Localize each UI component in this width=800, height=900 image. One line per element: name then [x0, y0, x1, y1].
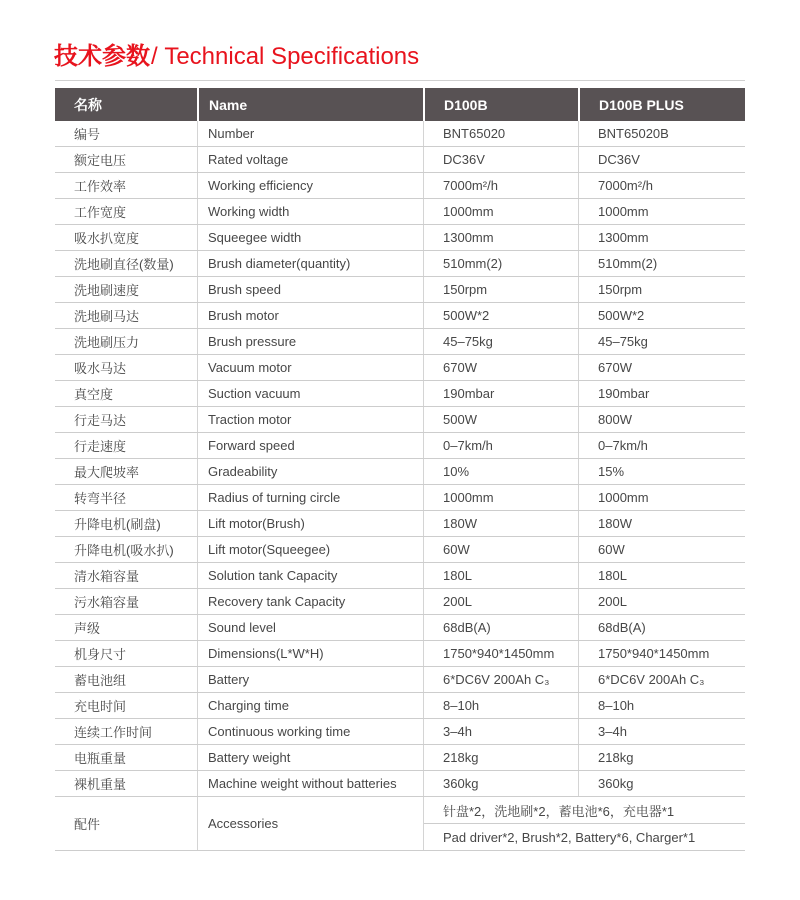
spec-value-d100b-plus: 0–7km/h: [578, 433, 745, 458]
spec-name-en: Battery: [197, 667, 423, 692]
spec-name-zh: 编号: [74, 127, 101, 142]
table-body: [55, 121, 745, 797]
spec-value-d100b: 150rpm: [423, 277, 578, 302]
spec-value-d100b-plus: 8–10h: [578, 693, 745, 718]
spec-name-en: Solution tank Capacity: [197, 563, 423, 588]
spec-name-zh: 蓄电池组: [74, 673, 127, 688]
spec-value-d100b-plus: 6*DC6V 200Ah C₃: [578, 667, 745, 692]
spec-value-d100b: BNT65020: [423, 121, 578, 146]
spec-row: [55, 719, 745, 745]
spec-name-en: Radius of turning circle: [197, 485, 423, 510]
spec-value-d100b-plus: 800W: [578, 407, 745, 432]
spec-row: [55, 173, 745, 199]
spec-name-zh: 行走速度: [74, 439, 127, 454]
spec-value-d100b-plus: 7000m²/h: [578, 173, 745, 198]
spec-value-d100b-plus: 1000mm: [578, 485, 745, 510]
spec-name-zh: 充电时间: [74, 699, 127, 714]
spec-value-d100b-plus: 1750*940*1450mm: [578, 641, 745, 666]
header-model-d100b: D100B: [423, 88, 578, 121]
page-title: [54, 42, 419, 72]
spec-name-en: Brush motor: [197, 303, 423, 328]
spec-name-en: Brush speed: [197, 277, 423, 302]
spec-name-zh: 工作效率: [74, 179, 127, 194]
spec-name-zh: 洗地刷压力: [74, 335, 140, 350]
spec-value-d100b-plus: 500W*2: [578, 303, 745, 328]
spec-value-d100b: 6*DC6V 200Ah C₃: [423, 667, 578, 692]
spec-name-zh: 洗地刷速度: [74, 283, 140, 298]
spec-name-zh: 机身尺寸: [74, 647, 127, 662]
spec-value-d100b: 670W: [423, 355, 578, 380]
accessories-row: [55, 797, 745, 851]
spec-row: [55, 511, 745, 537]
spec-row: [55, 225, 745, 251]
spec-value-d100b: 510mm(2): [423, 251, 578, 276]
spec-value-d100b: DC36V: [423, 147, 578, 172]
spec-name-en: Brush pressure: [197, 329, 423, 354]
spec-row: [55, 147, 745, 173]
spec-name-en: Charging time: [197, 693, 423, 718]
spec-name-zh: 裸机重量: [74, 777, 127, 792]
spec-row: [55, 537, 745, 563]
spec-name-en: Vacuum motor: [197, 355, 423, 380]
accessories-values-cell: [423, 797, 745, 850]
spec-name-en: Continuous working time: [197, 719, 423, 744]
spec-value-d100b-plus: 180W: [578, 511, 745, 536]
spec-name-en: Accessories: [197, 797, 423, 850]
spec-row: [55, 303, 745, 329]
spec-name-zh: 洗地刷马达: [74, 309, 140, 324]
spec-value-d100b-plus: 510mm(2): [578, 251, 745, 276]
spec-value-d100b-plus: 200L: [578, 589, 745, 614]
spec-value-d100b: 180L: [423, 563, 578, 588]
spec-value-d100b: 190mbar: [423, 381, 578, 406]
spec-name-zh: 真空度: [74, 387, 114, 402]
spec-value-d100b: 500W: [423, 407, 578, 432]
spec-value-d100b: 1000mm: [423, 199, 578, 224]
spec-row: [55, 433, 745, 459]
spec-name-zh: 污水箱容量: [74, 595, 140, 610]
spec-value-d100b-plus: 180L: [578, 563, 745, 588]
spec-value-d100b-plus: 68dB(A): [578, 615, 745, 640]
spec-name-zh: 清水箱容量: [74, 569, 140, 584]
spec-name-en: Brush diameter(quantity): [197, 251, 423, 276]
spec-name-en: Traction motor: [197, 407, 423, 432]
table-header-row: [55, 88, 745, 121]
spec-value-d100b-plus: 190mbar: [578, 381, 745, 406]
spec-value-d100b: 45–75kg: [423, 329, 578, 354]
spec-row: [55, 121, 745, 147]
spec-row: [55, 745, 745, 771]
header-model-d100b-plus: D100B PLUS: [578, 88, 745, 121]
spec-row: [55, 251, 745, 277]
spec-value-d100b: 8–10h: [423, 693, 578, 718]
header-name-zh: 名称: [74, 96, 102, 113]
title-divider-line: [55, 80, 745, 81]
spec-name-en: Sound level: [197, 615, 423, 640]
spec-row: [55, 771, 745, 797]
spec-value-d100b: 1000mm: [423, 485, 578, 510]
spec-row: [55, 563, 745, 589]
spec-value-d100b: 0–7km/h: [423, 433, 578, 458]
spec-name-zh: 工作宽度: [74, 205, 127, 220]
page-title-chinese: 技术参数: [54, 43, 150, 70]
spec-row: [55, 485, 745, 511]
spec-value-d100b-plus: 60W: [578, 537, 745, 562]
accessories-value-zh: 针盘*2，洗地刷*2，蓄电池*6，充电器*1: [424, 797, 745, 824]
spec-value-d100b-plus: 670W: [578, 355, 745, 380]
spec-row: [55, 199, 745, 225]
spec-table: [55, 88, 745, 851]
spec-name-zh: 吸水马达: [74, 361, 127, 376]
spec-name-en: Recovery tank Capacity: [197, 589, 423, 614]
spec-value-d100b-plus: BNT65020B: [578, 121, 745, 146]
accessories-value-en: Pad driver*2, Brush*2, Battery*6, Charger*1: [443, 829, 696, 845]
spec-name-en: Working efficiency: [197, 173, 423, 198]
spec-name-zh: 声级: [74, 621, 101, 636]
spec-name-en: Working width: [197, 199, 423, 224]
page-title-english: / Technical Specifications: [151, 43, 420, 70]
spec-row: [55, 589, 745, 615]
spec-name-zh: 行走马达: [74, 413, 127, 428]
spec-value-d100b: 360kg: [423, 771, 578, 796]
spec-value-d100b: 3–4h: [423, 719, 578, 744]
spec-value-d100b: 10%: [423, 459, 578, 484]
spec-name-en: Rated voltage: [197, 147, 423, 172]
spec-value-d100b: 68dB(A): [423, 615, 578, 640]
spec-value-d100b-plus: 1300mm: [578, 225, 745, 250]
spec-value-d100b-plus: 3–4h: [578, 719, 745, 744]
spec-row: [55, 407, 745, 433]
spec-row: [55, 615, 745, 641]
spec-name-zh: 电瓶重量: [74, 751, 127, 766]
spec-name-zh: 洗地刷直径(数量): [74, 257, 174, 272]
spec-value-d100b: 218kg: [423, 745, 578, 770]
spec-name-en: Number: [197, 121, 423, 146]
spec-name-zh: 吸水扒宽度: [74, 231, 140, 246]
spec-name-en: Squeegee width: [197, 225, 423, 250]
spec-row: [55, 355, 745, 381]
spec-name-en: Dimensions(L*W*H): [197, 641, 423, 666]
spec-name-en: Lift motor(Squeegee): [197, 537, 423, 562]
spec-row: [55, 277, 745, 303]
spec-name-en: Gradeability: [197, 459, 423, 484]
spec-row: [55, 667, 745, 693]
spec-row: [55, 459, 745, 485]
spec-name-zh: 升降电机(刷盘): [74, 517, 161, 532]
spec-name-zh: 配件: [74, 817, 101, 832]
spec-value-d100b: 1750*940*1450mm: [423, 641, 578, 666]
spec-value-d100b-plus: 15%: [578, 459, 745, 484]
spec-name-en: Machine weight without batteries: [197, 771, 423, 796]
spec-value-d100b-plus: 1000mm: [578, 199, 745, 224]
spec-value-d100b: 180W: [423, 511, 578, 536]
spec-name-zh: 最大爬坡率: [74, 465, 140, 480]
spec-value-d100b: 200L: [423, 589, 578, 614]
spec-value-d100b-plus: 150rpm: [578, 277, 745, 302]
spec-value-d100b: 60W: [423, 537, 578, 562]
spec-value-d100b: 7000m²/h: [423, 173, 578, 198]
spec-value-d100b-plus: 360kg: [578, 771, 745, 796]
spec-value-d100b-plus: DC36V: [578, 147, 745, 172]
spec-name-zh: 连续工作时间: [74, 725, 153, 740]
spec-name-zh: 升降电机(吸水扒): [74, 543, 174, 558]
spec-row: [55, 329, 745, 355]
spec-name-en: Battery weight: [197, 745, 423, 770]
spec-value-d100b: 500W*2: [423, 303, 578, 328]
spec-name-zh: 额定电压: [74, 153, 127, 168]
spec-value-d100b-plus: 45–75kg: [578, 329, 745, 354]
spec-name-zh: 转弯半径: [74, 491, 127, 506]
spec-name-en: Lift motor(Brush): [197, 511, 423, 536]
spec-row: [55, 693, 745, 719]
header-name-en: Name: [197, 88, 423, 121]
spec-name-en: Suction vacuum: [197, 381, 423, 406]
spec-row: [55, 641, 745, 667]
spec-name-en: Forward speed: [197, 433, 423, 458]
spec-row: [55, 381, 745, 407]
spec-value-d100b-plus: 218kg: [578, 745, 745, 770]
spec-value-d100b: 1300mm: [423, 225, 578, 250]
